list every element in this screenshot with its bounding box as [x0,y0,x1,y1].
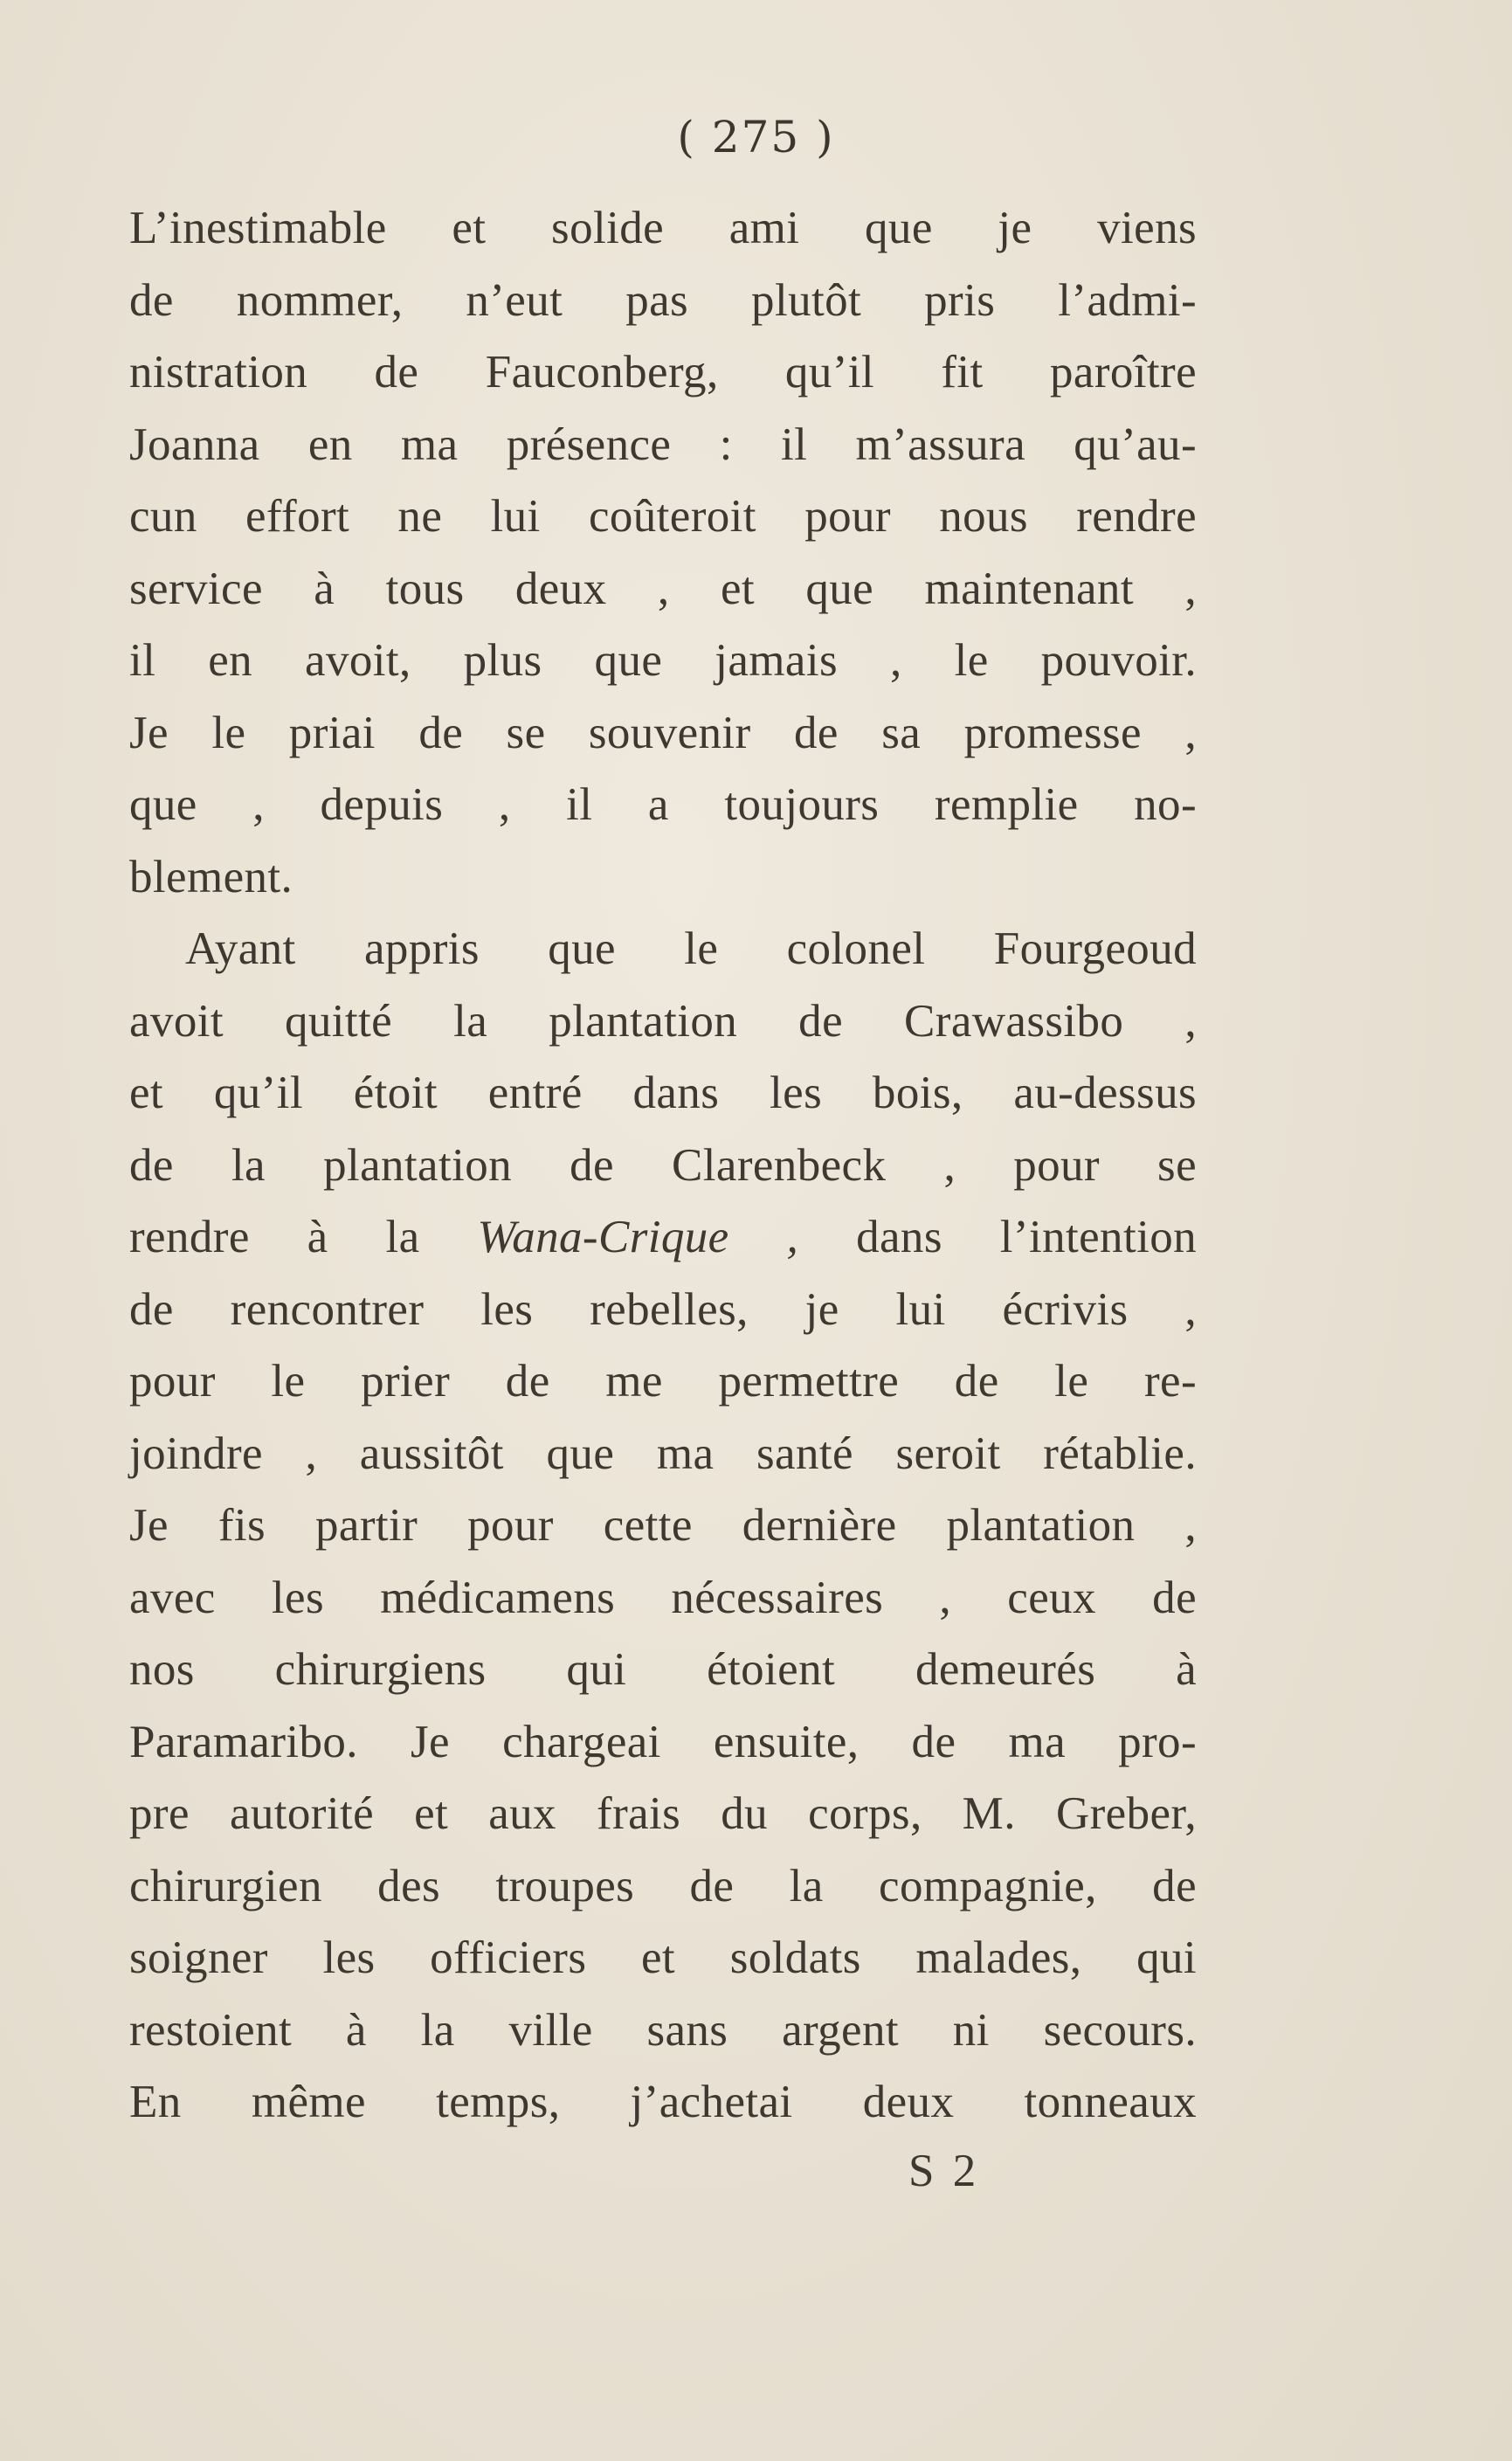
printer-signature-mark: S 2 [908,2146,980,2196]
text-line: joindre , aussitôt que ma santé seroit rétablie. [129,1428,1197,1479]
text-line: que , depuis , il a toujours remplie no- [129,779,1197,830]
text-line: Paramaribo. Je chargeai ensuite, de ma pro- [129,1716,1197,1767]
text-line: blement. [129,851,293,902]
text-line: chirurgien des troupes de la compagnie, de [129,1860,1197,1911]
text-line: de nommer, n’eut pas plutôt pris l’admi- [129,274,1197,326]
text-line: il en avoit, plus que jamais , le pouvoir. [129,635,1197,686]
text-line: de rencontrer les rebelles, je lui écrivis , [129,1283,1197,1335]
text-line: pour le prier de me permettre de le re- [129,1356,1197,1407]
text-line: soigner les officiers et soldats malades, qui [129,1932,1197,1983]
page-number: ( 275 ) [677,112,835,162]
text-line: Ayant appris que le colonel Fourgeoud [185,923,1197,974]
text-segment: rendre à la [129,1212,420,1262]
text-line: avoit quitté la plantation de Crawassibo , [129,995,1197,1047]
text-line: nos chirurgiens qui étoient demeurés à [129,1644,1197,1695]
text-line: pre autorité et aux frais du corps, M. Greber, [129,1788,1197,1839]
text-line: L’inestimable et solide ami que je viens [129,203,1197,253]
text-line: service à tous deux , et que maintenant , [129,563,1197,614]
text-line: En même temps, j’achetai deux tonneaux [129,2077,1197,2127]
text-line: cun effort ne lui coûteroit pour nous rendre [129,491,1197,542]
text-line: avec les médicamens nécessaires , ceux de [129,1572,1197,1623]
text-line: Je fis partir pour cette dernière plantation , [129,1500,1197,1551]
italic-place-name: Wana-Crique , [477,1212,799,1262]
text-line: restoient à la ville sans argent ni secours. [129,2004,1197,2056]
body-text [129,192,1197,2139]
text-line: Joanna en ma présence : il m’assura qu’au- [129,418,1197,470]
text-segment: dans l’intention [856,1212,1197,1262]
text-line-with-italic [129,1201,1197,1274]
text-line: Je le priai de se souvenir de sa promesse , [129,707,1197,758]
text-line: nistration de Fauconberg, qu’il fit paroître [129,347,1197,397]
text-line: et qu’il étoit entré dans les bois, au-dessus [129,1068,1197,1118]
text-line: de la plantation de Clarenbeck , pour se [129,1139,1197,1191]
